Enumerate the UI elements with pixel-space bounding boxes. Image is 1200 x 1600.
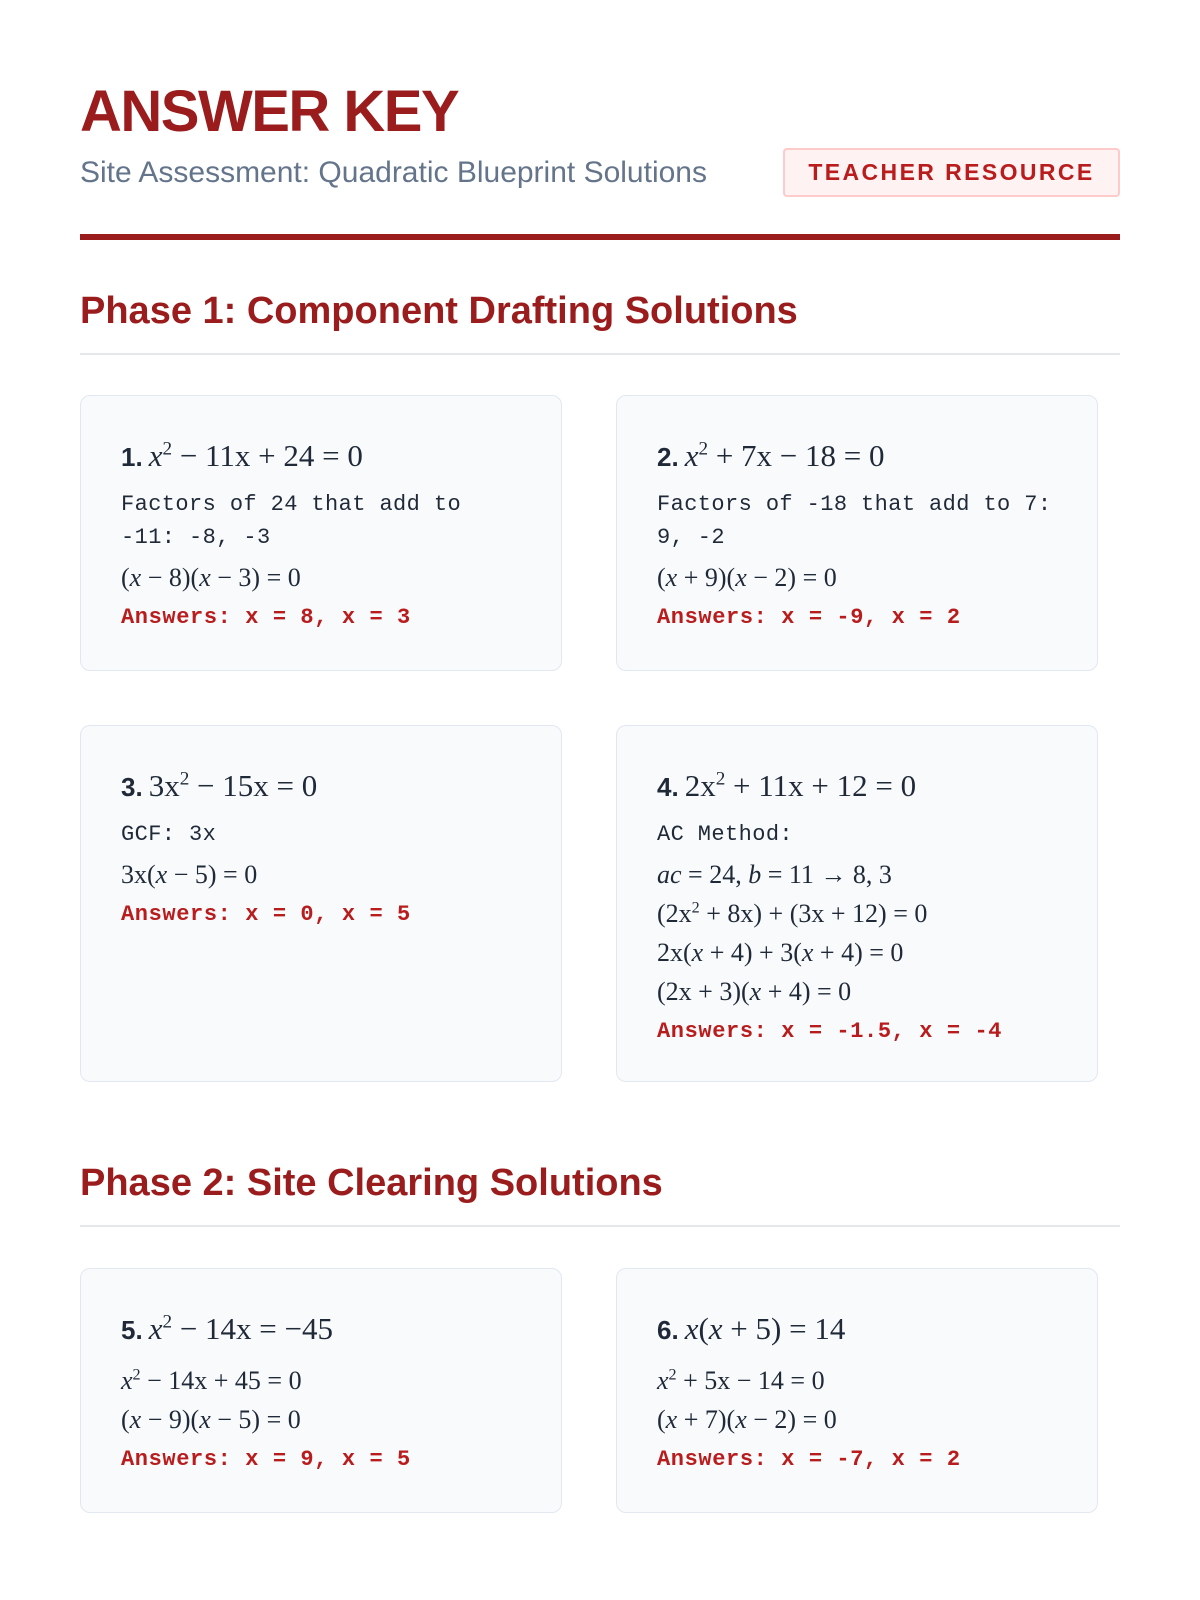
- phase2-title: Phase 2: Site Clearing Solutions: [80, 1162, 1120, 1227]
- problem-equation: $2x^2 + 11x + 12 = 0$: [684, 768, 917, 803]
- phase1-title: Phase 1: Component Drafting Solutions: [80, 290, 1120, 355]
- solution-step: $x^2 - 14x + 45 = 0$: [121, 1366, 302, 1395]
- answer-line: Answers: x = 8, x = 3: [121, 605, 411, 630]
- problem-header: [657, 438, 1059, 474]
- subtitle-row: [80, 148, 1120, 198]
- teacher-resource-badge: TEACHER RESOURCE: [783, 148, 1120, 197]
- solution-step: $(2x^2 + 8x) + (3x + 12) = 0$: [657, 899, 928, 928]
- problem-equation: $3x^2 - 15x = 0$: [148, 768, 318, 803]
- problem-card-2: [616, 395, 1098, 671]
- problem-number: 1.: [121, 442, 143, 472]
- header-divider: [80, 234, 1120, 240]
- gcf-note: GCF: 3x: [121, 822, 217, 847]
- solution-step: (x − 9)(x − 5) = 0: [121, 1405, 301, 1434]
- answer-line: Answers: x = -1.5, x = -4: [657, 1019, 1003, 1044]
- solution-step: (x − 8)(x − 3) = 0: [121, 563, 301, 592]
- problem-header: [657, 1311, 1059, 1347]
- answer-line: Answers: x = -7, x = 2: [657, 1447, 961, 1472]
- answer-line: Answers: x = -9, x = 2: [657, 605, 961, 630]
- problem-equation: $x^2 + 7x - 18 = 0$: [684, 438, 885, 473]
- page-subtitle: Site Assessment: Quadratic Blueprint Solutions: [80, 156, 707, 189]
- problem-card-4: [616, 725, 1098, 1082]
- answer-line: Answers: x = 9, x = 5: [121, 1447, 411, 1472]
- problem-equation: $x^2 - 14x = -45$: [148, 1311, 334, 1346]
- solution-step: 3x(x − 5) = 0: [121, 860, 258, 889]
- problem-number: 6.: [657, 1315, 679, 1345]
- problem-card-6: [616, 1268, 1098, 1513]
- problem-card-1: [80, 395, 562, 671]
- factor-note: Factors of 24 that add to -11: -8, -3: [121, 492, 462, 550]
- factor-note: Factors of -18 that add to 7: 9, -2: [657, 492, 1052, 550]
- page-title: ANSWER KEY: [80, 79, 459, 144]
- solution-step: $x^2 + 5x - 14 = 0$: [657, 1366, 825, 1395]
- solution-step: (x + 9)(x − 2) = 0: [657, 563, 837, 592]
- method-note: AC Method:: [657, 822, 794, 847]
- solution-step: (x + 7)(x − 2) = 0: [657, 1405, 837, 1434]
- problem-number: 3.: [121, 772, 143, 802]
- problem-number: 2.: [657, 442, 679, 472]
- solution-step: ac = 24, b = 11 → 8, 3: [657, 860, 892, 889]
- problem-equation: x(x + 5) = 14: [684, 1311, 846, 1346]
- answer-key-page: [80, 79, 1120, 1472]
- problem-header: [121, 1311, 523, 1347]
- answer-line: Answers: x = 0, x = 5: [121, 902, 411, 927]
- solution-step: (2x + 3)(x + 4) = 0: [657, 977, 852, 1006]
- problem-header: [121, 768, 523, 804]
- problem-header: [121, 438, 523, 474]
- problem-card-5: [80, 1268, 562, 1513]
- problem-header: [657, 768, 1059, 804]
- problem-card-3: [80, 725, 562, 1082]
- solution-step: 2x(x + 4) + 3(x + 4) = 0: [657, 938, 904, 967]
- problem-number: 4.: [657, 772, 679, 802]
- problem-number: 5.: [121, 1315, 143, 1345]
- problem-equation: $x^2 - 11x + 24 = 0$: [148, 438, 363, 473]
